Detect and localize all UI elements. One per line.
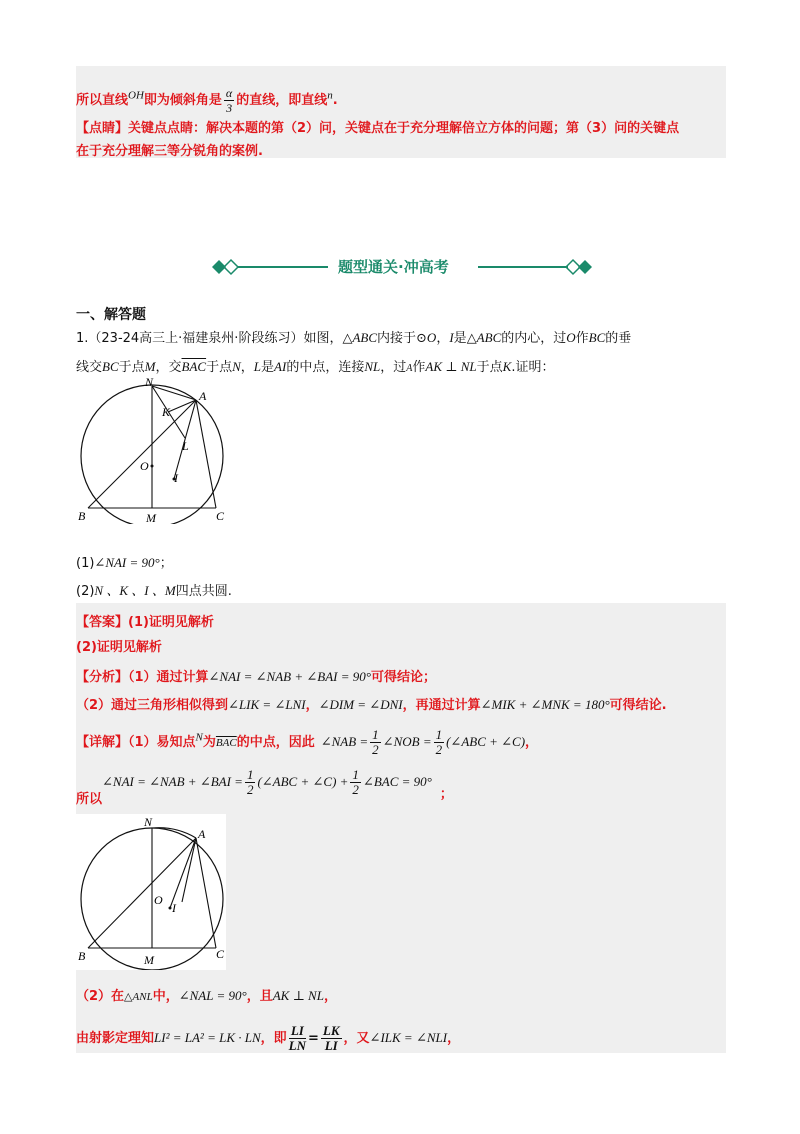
banner-title: 题型通关·冲高考	[338, 258, 449, 276]
part2-proof-line-1: （2）在△ANL中，∠NAL = 90°，且AK ⊥ NL，	[76, 988, 337, 1004]
fig1-label-I: I	[174, 471, 178, 485]
detail-line-2: 所以 ∠NAI = ∠NAB + ∠BAI = $\frac{1}{2}$ (∠ABC + ∠C) + $\frac{1}{2}$ ∠BAC = 90°；	[76, 767, 453, 807]
answer-line-2: (2)证明见解析	[76, 640, 162, 655]
banner-right-ornament	[478, 260, 592, 274]
fig2-label-O: O	[154, 893, 163, 907]
question-line-2: 线交BC于点M，交$\overline{BAC}$于点N，L是AI的中点，连接NL，过A作AK ⊥ NL于点K.证明：	[76, 359, 555, 375]
fig2-label-I: I	[172, 901, 176, 915]
fig1-label-N: N	[145, 375, 154, 389]
alpha-over-3-fraction: $\frac{\alpha}{3}$	[225, 86, 233, 115]
part-2: (2)N 、K 、I 、M四点共圆.	[76, 583, 232, 599]
question-line-1: 1.（23-24高三上·福建泉州·阶段练习）如图，△ABC内接于⊙O，I是△ABC的内心，过O作BC的垂	[76, 330, 632, 346]
top-line-3: 在于充分理解三等分锐角的案例.	[76, 144, 263, 159]
part2-proof-line-2: 由射影定理知LI² = LA² = LK · LN，即 $\frac{LI}{LN}$ = $\frac{LK}{LI}$ ，又∠ILK = ∠NLI，	[76, 1023, 461, 1053]
geometry-figure-1	[74, 374, 234, 524]
fig2-label-M: M	[144, 953, 154, 967]
analysis-line-2: （2）通过三角形相似得到∠LIK = ∠LNI，∠DIM = ∠DNI，再通过计算∠MIK + ∠MNK = 180°可得结论.	[76, 697, 667, 713]
fig2-label-C: C	[216, 947, 225, 961]
section-heading: 一、解答题	[76, 307, 146, 323]
fig1-label-K: K	[162, 405, 171, 419]
fig1-label-B: B	[78, 509, 86, 523]
fig1-label-L: L	[182, 439, 189, 453]
fig1-label-C: C	[216, 509, 225, 523]
answer-line-1: 【答案】(1)证明见解析	[76, 615, 214, 630]
fig2-label-A: A	[198, 827, 206, 841]
banner-left-ornament	[212, 260, 328, 274]
fig2-label-N: N	[144, 815, 153, 829]
fig1-label-O: O	[140, 459, 149, 473]
geometry-figure-2	[74, 812, 234, 970]
top-line-2: 【点睛】关键点点睛：解决本题的第（2）问，关键点在于充分理解倍立方体的问题；第（3）问的关键点	[76, 121, 680, 136]
part-1: (1)∠NAI = 90°；	[76, 555, 173, 571]
fig2-label-B: B	[78, 949, 86, 963]
fig1-label-M: M	[146, 511, 156, 524]
fig1-label-A: A	[199, 389, 207, 403]
top-line-1: 所以直线$^{OH}$即为倾斜角是 $\frac{\alpha}{3}$ 的直线，即直线$^n$.	[76, 86, 338, 115]
detail-line-1: 【详解】（1）易知点$^N$为$\overline{BAC}$的中点，因此 ∠NAB = $\frac{1}{2}$ ∠NOB = $\frac{1}{2}$ (∠ABC + ∠C)，	[76, 727, 539, 757]
analysis-line-1: 【分析】（1）通过计算∠NAI = ∠NAB + ∠BAI = 90°可得结论；	[76, 669, 436, 685]
